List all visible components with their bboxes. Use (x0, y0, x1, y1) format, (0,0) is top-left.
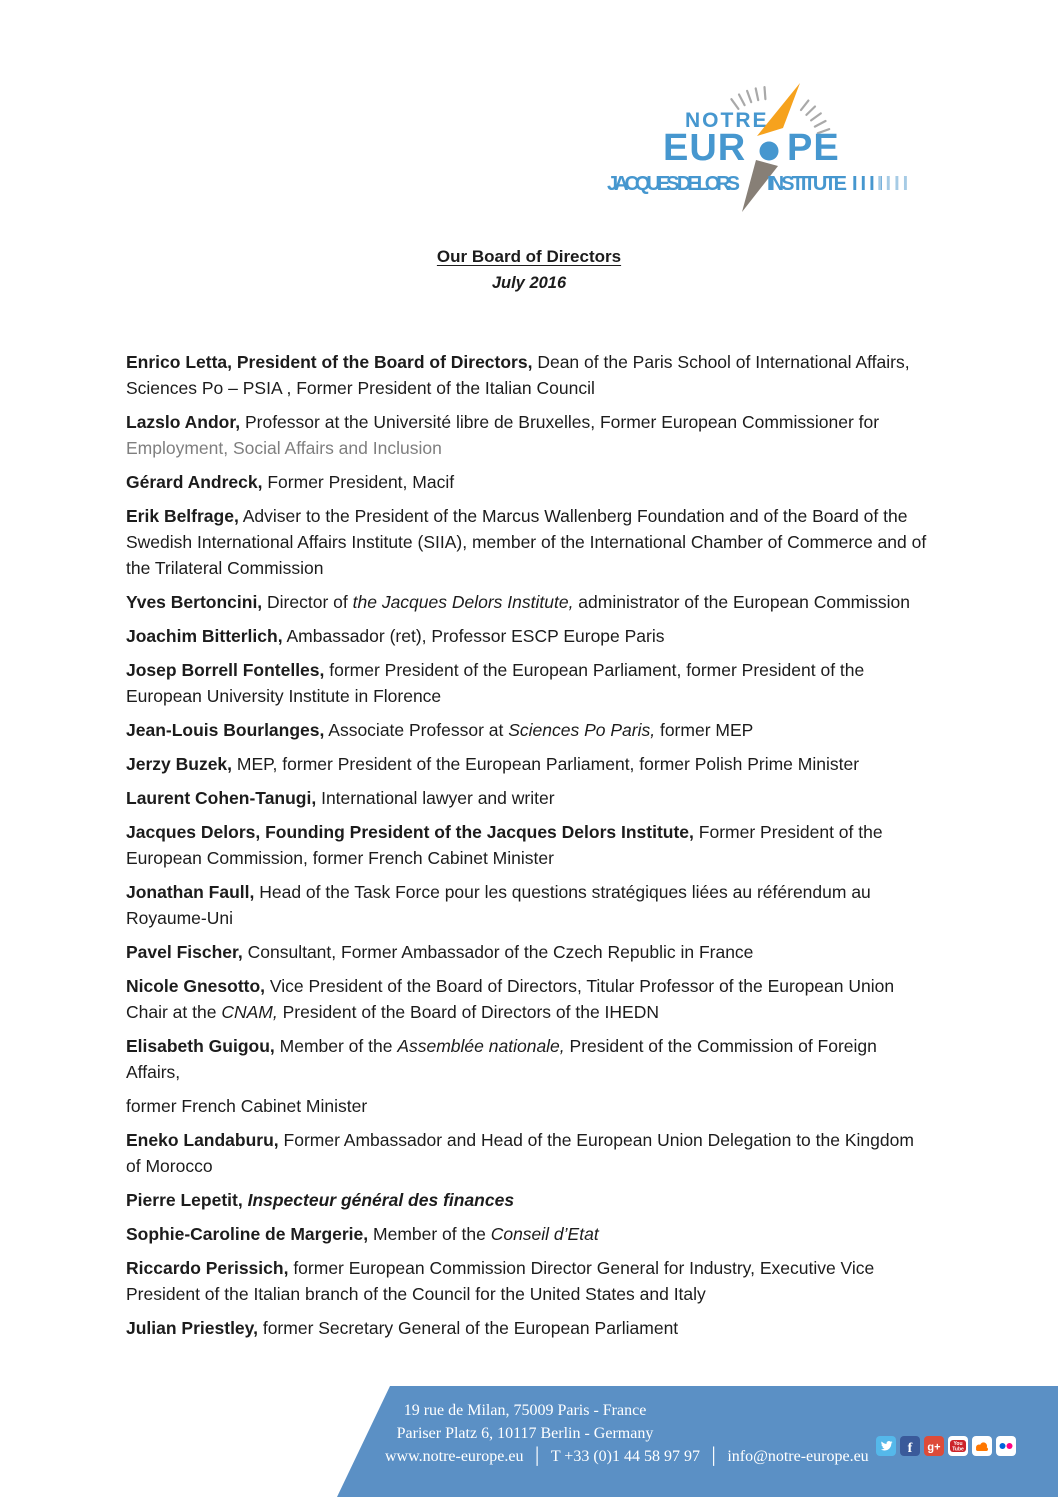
notre-europe-logo (600, 70, 910, 220)
document-content (126, 247, 932, 1349)
footer-separator-1: │ (531, 1448, 543, 1465)
member-entry: Nicole Gnesotto, Vice President of the Board of Directors, Titular Professor of the European Union Chair at the CNAM, President of the Board of Directors of the IHEDN (126, 976, 895, 1022)
member-entry: Josep Borrell Fontelles, former President of the European Parliament, former President of the European University Institute in Florence (126, 660, 865, 706)
google-plus-icon[interactable] (924, 1436, 944, 1456)
member-entry: Pierre Lepetit, Inspecteur général des finances (126, 1190, 515, 1210)
member-entry: Enrico Letta, President of the Board of Directors, Dean of the Paris School of International Affairs, Sciences Po – PSIA , Former President of the Italian Council (126, 352, 910, 398)
social-icons-row (876, 1436, 1016, 1456)
page-title: Our Board of Directors (436, 247, 622, 266)
member-entry: Gérard Andreck, Former President, Macif (126, 472, 455, 492)
member-entry: Jacques Delors, Founding President of the Jacques Delors Institute, Former President of the European Commission, former French Cabinet Minister (126, 822, 883, 868)
member-entry: Elisabeth Guigou, Member of the Assemblée nationale, President of the Commission of Foreign Affairs, (126, 1036, 877, 1082)
logo-europe-right-text: PE (787, 127, 840, 169)
footer-text-block (385, 1399, 869, 1468)
svg-text:Tube: Tube (952, 1446, 964, 1453)
member-entry: Jerzy Buzek, MEP, former President of the European Parliament, former Polish Prime Minister (126, 754, 860, 774)
member-entry: Jonathan Faull, Head of the Task Force pour les questions stratégiques liées au référendum au Royaume-Uni (126, 882, 871, 928)
footer-email-link[interactable]: info@notre-europe.eu (727, 1448, 869, 1465)
footer-contact-line (385, 1445, 869, 1468)
logo-jacques-delors-text: JACQUES DELORS (607, 173, 740, 195)
member-entry: Yves Bertoncini, Director of the Jacques Delors Institute, administrator of the European Commission (126, 592, 910, 612)
member-entry: Lazslo Andor, Professor at the Université libre de Bruxelles, Former European Commissioner for Employment, Social Affairs and Inclusion (126, 412, 880, 458)
member-entry: Erik Belfrage, Adviser to the President of the Marcus Wallenberg Foundation and of the Board of the Swedish International Affairs Institute (SIIA), member of the International Chamber of Commerce and of the Trilateral Commission (126, 506, 927, 578)
logo-institute-text: INSTITUTE (767, 173, 847, 195)
logo-tagline-ticks-light: IIII (877, 173, 910, 195)
member-entry: Pavel Fischer, Consultant, Former Ambassador of the Czech Republic in France (126, 942, 754, 962)
page-subtitle: July 2016 (491, 274, 567, 292)
compass-center-dot-icon (760, 142, 779, 161)
flickr-icon[interactable] (996, 1436, 1016, 1456)
svg-text:You: You (953, 1441, 963, 1447)
footer-address-paris: 19 rue de Milan, 75009 Paris - France (403, 1402, 647, 1419)
footer-phone: T +33 (0)1 44 58 97 97 (550, 1448, 700, 1465)
svg-text:g+: g+ (927, 1441, 941, 1454)
footer-website-link[interactable]: www.notre-europe.eu (385, 1448, 524, 1465)
youtube-icon[interactable] (948, 1436, 968, 1456)
twitter-icon[interactable] (876, 1436, 896, 1456)
soundcloud-icon[interactable] (972, 1436, 992, 1456)
logo-tagline-ticks-dark: IIII (852, 173, 887, 195)
member-entry: Laurent Cohen-Tanugi, International lawyer and writer (126, 788, 555, 808)
members-list (126, 349, 932, 1341)
logo-notre-text: NOTRE (685, 109, 769, 132)
footer-separator-2: │ (707, 1448, 720, 1465)
logo-europe-left-text: EUR (663, 127, 747, 169)
member-entry: Eneko Landaburu, Former Ambassador and Head of the European Union Delegation to the Kingdom of Morocco (126, 1130, 914, 1176)
member-entry: Riccardo Perissich, former European Commission Director General for Industry, Executive Vice President of the Italian branch of the Council for the United States and Italy (126, 1258, 875, 1304)
footer (0, 1386, 1058, 1497)
facebook-icon[interactable] (900, 1436, 920, 1456)
footer-address-berlin: Pariser Platz 6, 10117 Berlin - Germany (396, 1425, 654, 1442)
compass-logo-graphic (600, 70, 910, 220)
svg-text:f: f (907, 1441, 913, 1456)
member-entry: former French Cabinet Minister (126, 1096, 368, 1116)
member-entry: Julian Priestley, former Secretary General of the European Parliament (126, 1318, 679, 1338)
member-entry: Joachim Bitterlich, Ambassador (ret), Professor ESCP Europe Paris (126, 626, 665, 646)
member-entry: Jean-Louis Bourlanges, Associate Professor at Sciences Po Paris, former MEP (126, 720, 754, 740)
member-entry: Sophie-Caroline de Margerie, Member of the Conseil d’Etat (126, 1224, 599, 1244)
